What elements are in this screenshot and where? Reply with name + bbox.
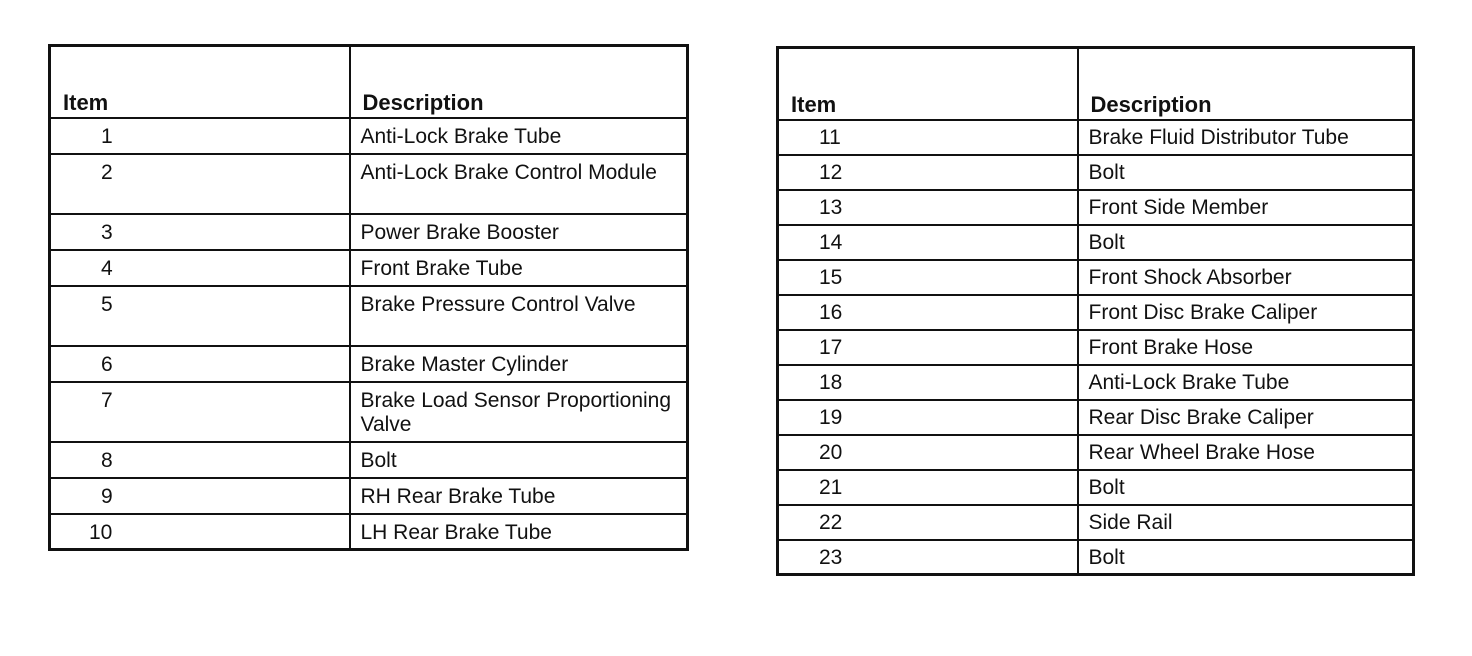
item-number: 20: [778, 435, 1078, 470]
item-number: 12: [778, 155, 1078, 190]
item-description: Bolt: [1078, 470, 1414, 505]
table-row: [50, 214, 688, 250]
item-description: LH Rear Brake Tube: [350, 514, 688, 550]
table-header-row: [50, 46, 688, 118]
table-row: [778, 435, 1414, 470]
table-row: [50, 442, 688, 478]
item-description: Anti-Lock Brake Tube: [1078, 365, 1414, 400]
table-row: [50, 514, 688, 550]
item-number: 5: [50, 286, 350, 346]
table-row: [50, 346, 688, 382]
table-row: [778, 295, 1414, 330]
table-row: [778, 330, 1414, 365]
item-number: 16: [778, 295, 1078, 330]
description-column-header: Description: [1078, 48, 1414, 120]
parts-table-left: [48, 44, 689, 551]
item-description: RH Rear Brake Tube: [350, 478, 688, 514]
item-description: Rear Wheel Brake Hose: [1078, 435, 1414, 470]
item-description: Side Rail: [1078, 505, 1414, 540]
item-column-header: Item: [778, 48, 1078, 120]
item-number: 15: [778, 260, 1078, 295]
item-number: 6: [50, 346, 350, 382]
item-description: Front Shock Absorber: [1078, 260, 1414, 295]
item-number: 13: [778, 190, 1078, 225]
item-number: 14: [778, 225, 1078, 260]
item-number: 7: [50, 382, 350, 442]
item-column-header: Item: [50, 46, 350, 118]
item-number: 18: [778, 365, 1078, 400]
item-number: 4: [50, 250, 350, 286]
item-description: Front Brake Tube: [350, 250, 688, 286]
item-description: Bolt: [350, 442, 688, 478]
table-row: [50, 286, 688, 346]
item-number: 19: [778, 400, 1078, 435]
item-number: 3: [50, 214, 350, 250]
item-description: Brake Fluid Distributor Tube: [1078, 120, 1414, 155]
item-number: 21: [778, 470, 1078, 505]
table-row: [778, 120, 1414, 155]
table-row: [778, 190, 1414, 225]
table-row: [50, 154, 688, 214]
item-description: Anti-Lock Brake Control Module: [350, 154, 688, 214]
item-number: 23: [778, 540, 1078, 575]
item-description: Brake Load Sensor Proportioning Valve: [350, 382, 688, 442]
table-header-row: [778, 48, 1414, 120]
item-description: Brake Master Cylinder: [350, 346, 688, 382]
item-description: Anti-Lock Brake Tube: [350, 118, 688, 154]
item-description: Front Side Member: [1078, 190, 1414, 225]
item-number: 17: [778, 330, 1078, 365]
item-description: Front Disc Brake Caliper: [1078, 295, 1414, 330]
table-row: [778, 470, 1414, 505]
item-description: Front Brake Hose: [1078, 330, 1414, 365]
table-row: [50, 382, 688, 442]
item-number: 11: [778, 120, 1078, 155]
item-number: 10: [50, 514, 350, 550]
parts-table-right: [776, 46, 1415, 576]
table-row: [778, 155, 1414, 190]
item-number: 22: [778, 505, 1078, 540]
item-number: 2: [50, 154, 350, 214]
table-row: [50, 250, 688, 286]
table-row: [50, 478, 688, 514]
item-description: Power Brake Booster: [350, 214, 688, 250]
item-description: Bolt: [1078, 540, 1414, 575]
table-row: [778, 225, 1414, 260]
item-number: 1: [50, 118, 350, 154]
item-number: 9: [50, 478, 350, 514]
item-description: Bolt: [1078, 225, 1414, 260]
item-description: Bolt: [1078, 155, 1414, 190]
table-row: [778, 365, 1414, 400]
table-row: [778, 400, 1414, 435]
item-number: 8: [50, 442, 350, 478]
item-description: Rear Disc Brake Caliper: [1078, 400, 1414, 435]
table-row: [50, 118, 688, 154]
description-column-header: Description: [350, 46, 688, 118]
item-description: Brake Pressure Control Valve: [350, 286, 688, 346]
table-row: [778, 540, 1414, 575]
table-row: [778, 260, 1414, 295]
table-row: [778, 505, 1414, 540]
